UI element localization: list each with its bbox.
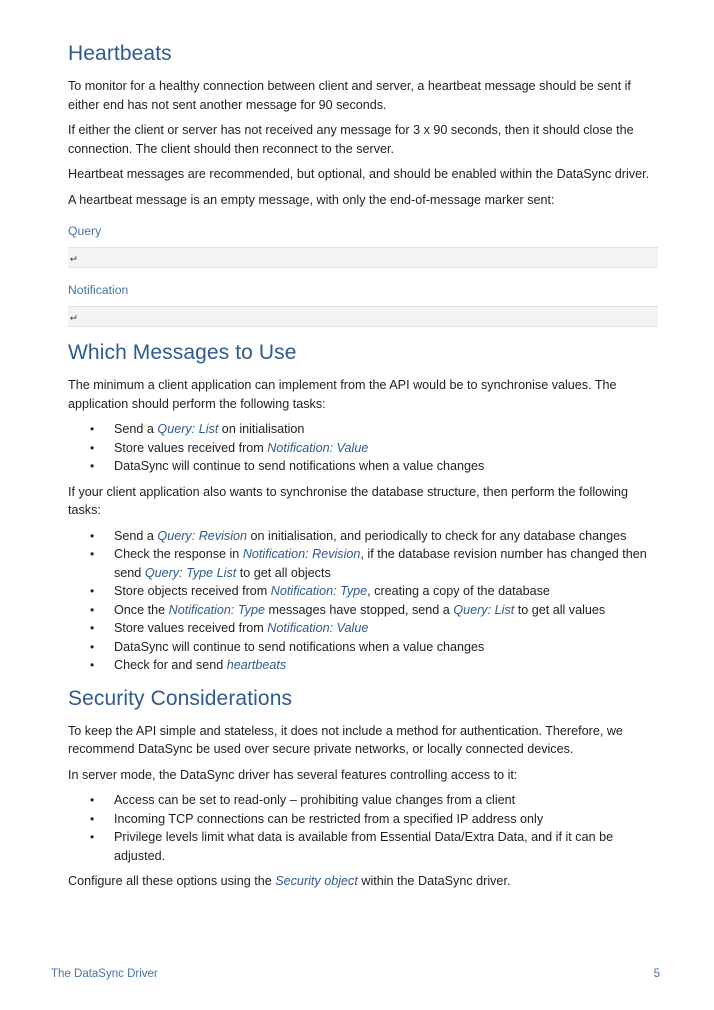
reference-link[interactable]: Query: List [453,602,515,617]
list-item [68,828,658,865]
security-paragraph-3 [68,872,658,891]
bullet-icon: • [90,584,95,598]
list-item [68,791,658,810]
list-item [68,638,658,657]
list-item [68,420,658,439]
list-item-text: Once the [114,602,169,617]
security-paragraph-2: In server mode, the DataSync driver has several features controlling access to it: [68,767,518,782]
bullet-icon: • [90,459,95,473]
heartbeats-heading: Heartbeats [68,42,172,65]
list-item-text: messages have stopped, send a [264,602,454,617]
list-item-text: Send a [114,422,158,436]
list-item-text: to get all objects [236,565,331,580]
bullet-icon: • [90,621,95,635]
structure-tasks-list [68,527,658,675]
messages-intro-2: If your client application also wants to synchronise the database structure, then perform the following tasks: [68,484,629,517]
list-item-text: Access can be set to read-only – prohibiting value changes from a client [114,793,516,807]
list-item-text: Store values received from [114,621,268,635]
reference-link[interactable]: Query: Revision [157,528,248,543]
messages-heading: Which Messages to Use [68,341,297,364]
reference-link[interactable]: Notification: Type [270,584,368,598]
footer-page-number: 5 [653,968,660,980]
list-item [68,527,658,546]
reference-link[interactable]: Notification: Revision [242,547,361,561]
security-object-link[interactable]: Security object [275,874,358,888]
reference-link[interactable]: Notification: Value [267,621,369,635]
security-heading: Security Considerations [68,686,293,710]
list-item-text: Check for and send [114,658,227,672]
document-page [68,40,658,898]
list-item [68,582,658,601]
bullet-icon: • [90,440,95,455]
list-item-text: Store values received from [114,440,268,455]
list-item [68,457,658,476]
query-code-block: ↵ [68,247,658,268]
bullet-icon: • [90,793,95,807]
heartbeats-paragraph-4: A heartbeat message is an empty message, with only the end-of-message marker sent: [68,192,555,207]
list-item-text: Check the response in [114,547,243,561]
reference-link[interactable]: Notification: Type [168,602,265,617]
list-item [68,619,658,638]
list-item-text: DataSync will continue to send notifications when a value changes [114,459,485,473]
list-item-text: Store objects received from [114,584,271,598]
bullet-icon: • [90,528,95,543]
reference-link[interactable]: Notification: Value [267,440,369,455]
list-item-text: on initialisation, and periodically to check for any database changes [247,528,627,543]
bullet-icon: • [90,811,95,826]
reference-link[interactable]: Query: List [157,422,219,436]
list-item-text: , creating a copy of the database [367,584,550,598]
bullet-icon: • [90,830,95,844]
list-item [68,439,658,458]
list-item [68,656,658,675]
bullet-icon: • [90,422,95,436]
notification-code-block: ↵ [68,306,658,327]
messages-intro: The minimum a client application can implement from the API would be to synchronise values. The application should perform the following tasks: [68,378,617,411]
list-item-text: on initialisation [218,422,305,436]
heartbeats-paragraph-1: To monitor for a healthy connection between client and server, a heartbeat message should be sent if either end has not sent another message for 90 seconds. [68,79,631,112]
list-item-text: Privilege levels limit what data is available from Essential Data/Extra Data, and if it can be adjusted. [114,830,614,863]
list-item [68,601,658,620]
list-item-text: to get all values [514,602,606,617]
list-item [68,545,658,582]
security-p3-text-post: within the DataSync driver. [357,874,511,888]
minimum-tasks-list [68,420,658,476]
query-label: Query [68,224,102,238]
bullet-icon: • [90,639,95,654]
security-p3-text-pre: Configure all these options using the [68,874,276,888]
reference-link[interactable]: Query: Type List [144,565,237,580]
security-features-list [68,791,658,865]
bullet-icon: • [90,547,95,561]
reference-link[interactable]: heartbeats [226,658,287,672]
footer-document-title: The DataSync Driver [51,968,158,980]
list-item-text: DataSync will continue to send notifications when a value changes [114,639,485,654]
heartbeats-paragraph-3: Heartbeat messages are recommended, but optional, and should be enabled within the DataSync driver. [68,167,650,181]
list-item-text: Send a [114,528,158,543]
list-item-text: Incoming TCP connections can be restricted from a specified IP address only [114,811,544,826]
notification-label: Notification [68,283,129,297]
heartbeats-paragraph-2: If either the client or server has not received any message for 3 x 90 seconds, then it should close the connection. The client should then reconnect to the server. [68,123,634,156]
bullet-icon: • [90,602,95,617]
bullet-icon: • [90,658,95,672]
list-item [68,810,658,829]
security-paragraph-1: To keep the API simple and stateless, it does not include a method for authentication. Therefore, we recommend DataSync be used over secure private networks, or locally connected devices. [68,723,623,756]
list-item-text: , if the database revision number has changed then send [114,547,647,580]
